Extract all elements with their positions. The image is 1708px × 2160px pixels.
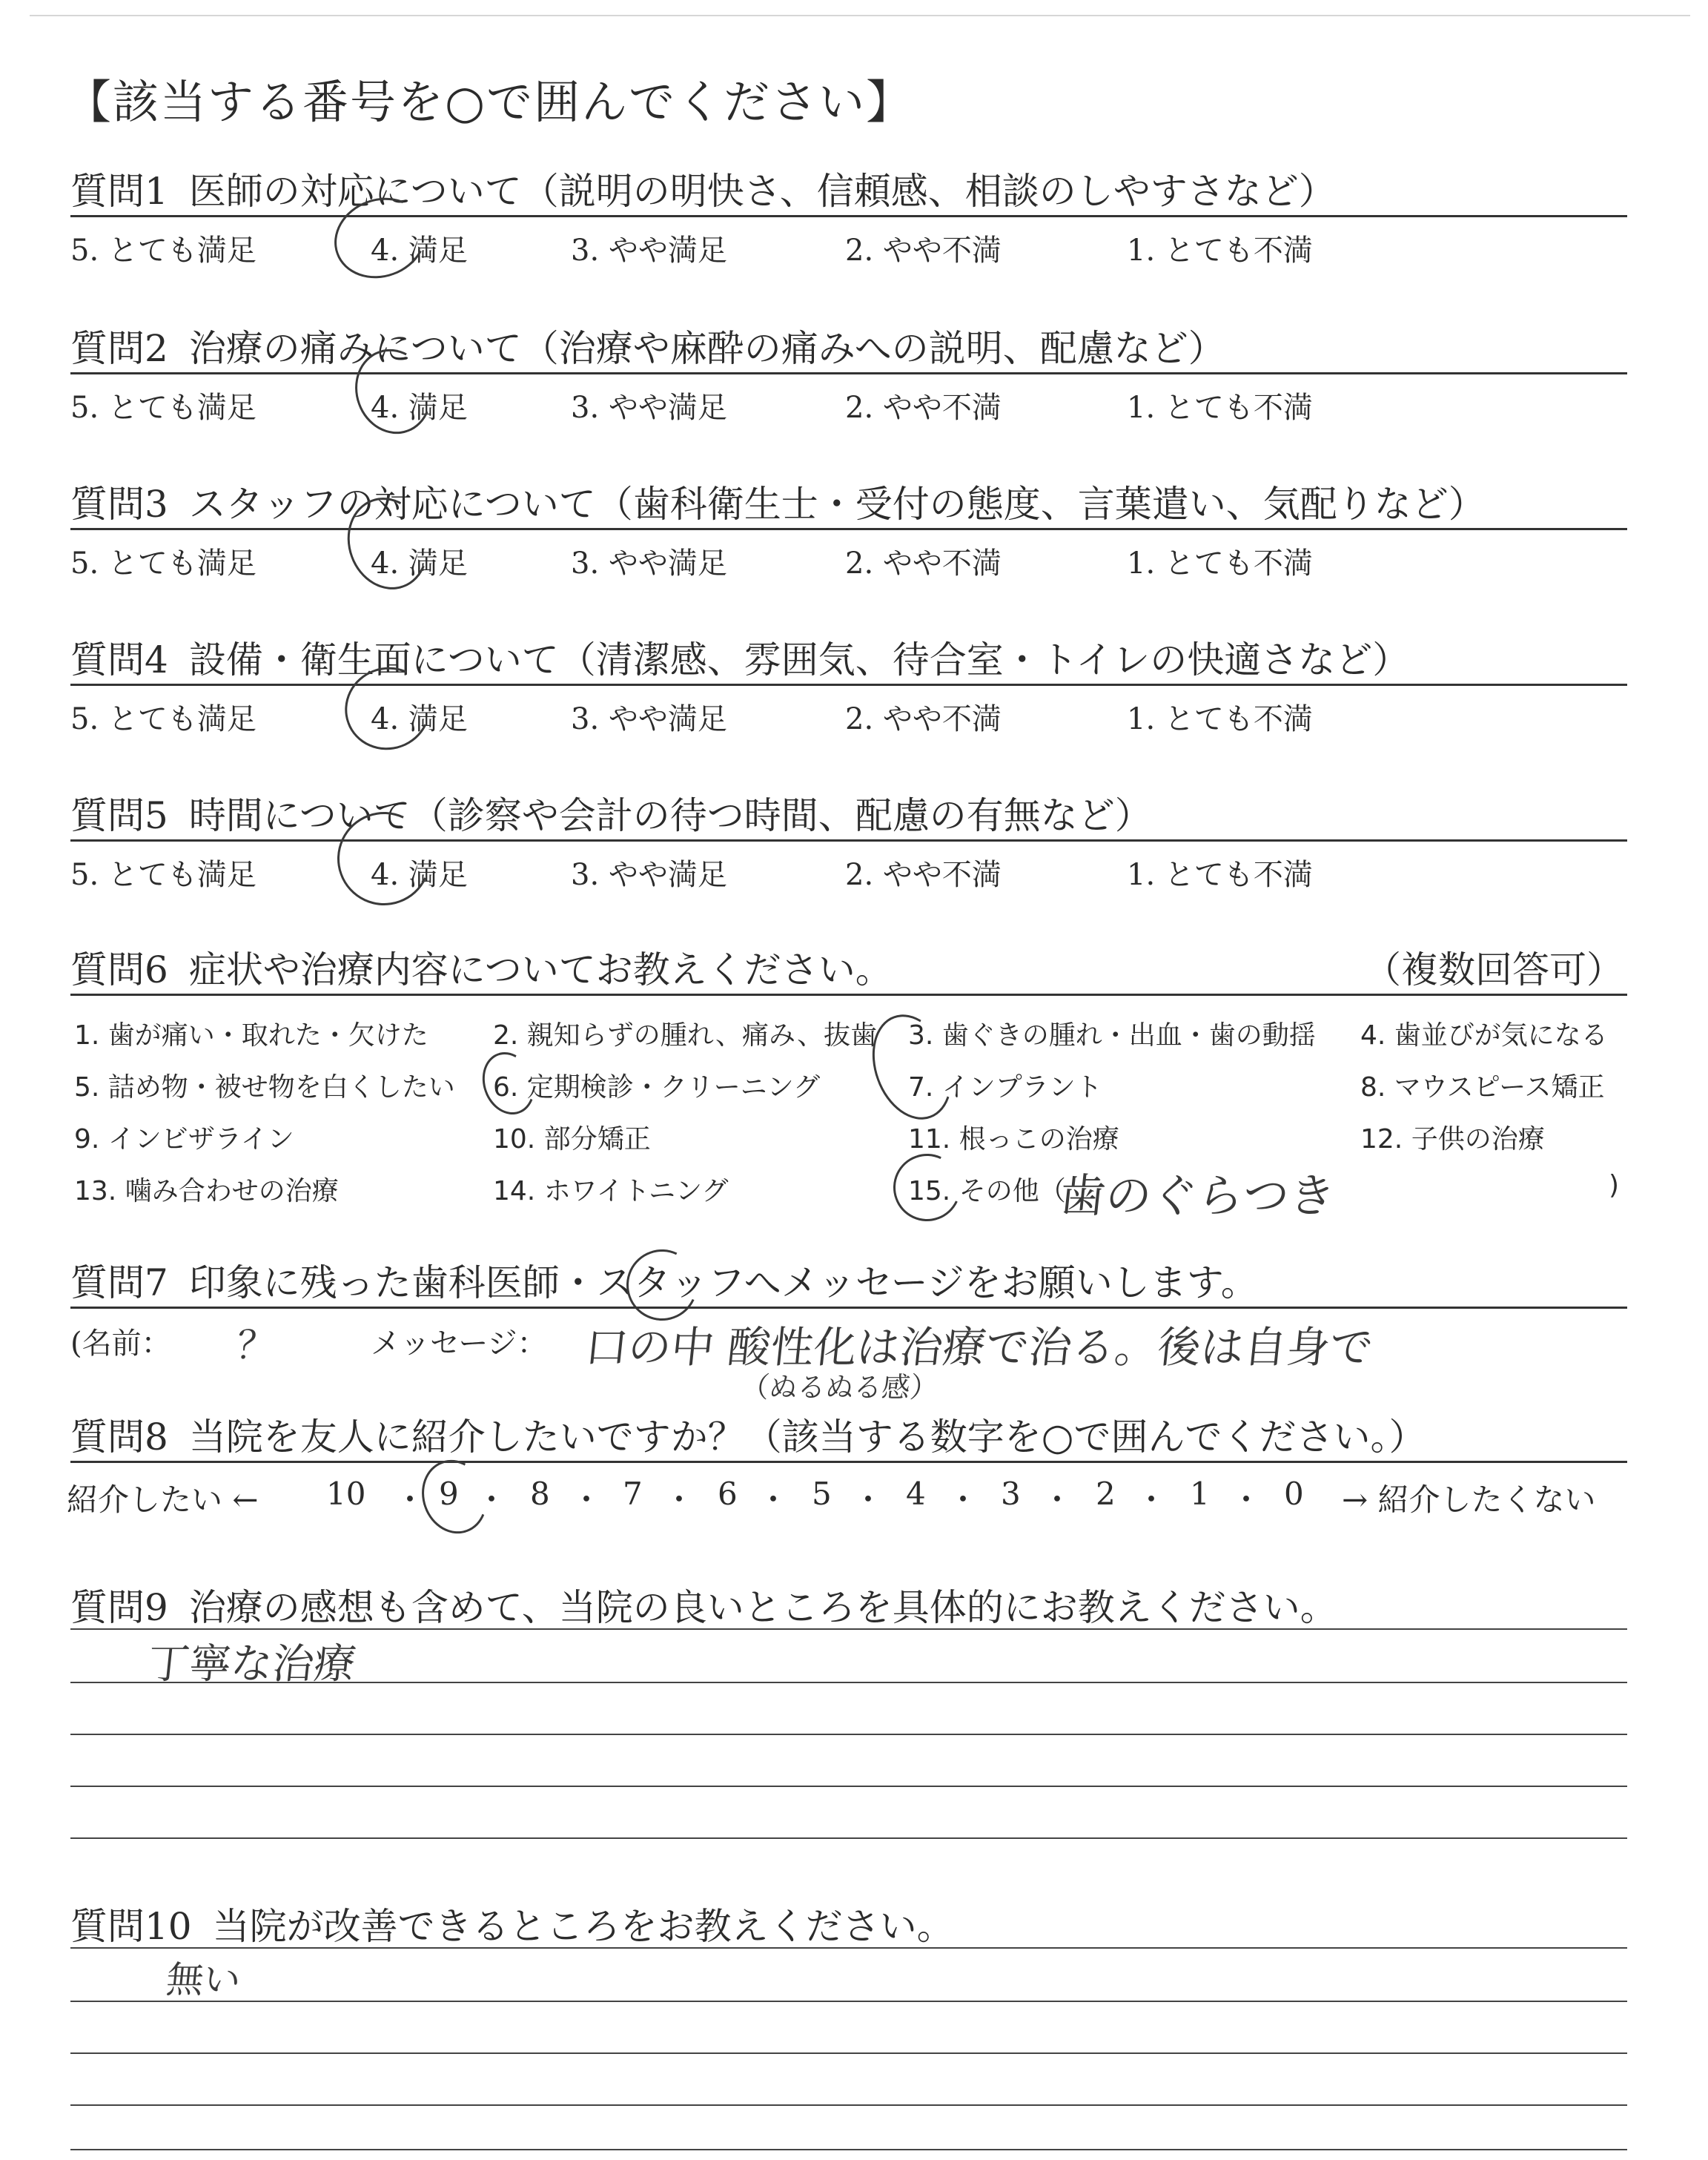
selection-circle-6: [474, 1045, 543, 1122]
scale-3[interactable]: 3: [1001, 1476, 1021, 1512]
symptom-option-9[interactable]: 9. インビザライン: [74, 1124, 294, 1155]
answer-line: [70, 1734, 1627, 1735]
option-5[interactable]: 5. とても満足: [70, 858, 256, 892]
name-value[interactable]: ？: [234, 1324, 278, 1368]
symptom-option-4[interactable]: 4. 歯並びが気になる: [1360, 1020, 1608, 1051]
scale-0[interactable]: 0: [1284, 1476, 1304, 1512]
question-title: 質問8 当院を友人に紹介したいですか？（該当する数字を○で囲んでください。）: [70, 1416, 1426, 1459]
other-close-paren: ): [1609, 1170, 1620, 1200]
question-title: 質問4 設備・衛生面について（清潔感、雰囲気、待合室・トイレの快適さなど）: [70, 638, 1410, 681]
answer-line: [70, 1628, 1627, 1630]
question-title: 質問9 治療の感想も含めて、当院の良いところを具体的にお教えください。: [70, 1586, 1337, 1629]
question-title: 質問10 当院が改善できるところをお教えください。: [70, 1905, 954, 1948]
answer-line: [70, 2149, 1627, 2150]
option-1[interactable]: 1. とても不満: [1127, 391, 1313, 425]
option-4[interactable]: 4. 満足: [371, 546, 468, 581]
option-1[interactable]: 1. とても不満: [1127, 234, 1313, 268]
symptom-option-14[interactable]: 14. ホワイトニング: [493, 1176, 729, 1206]
option-3[interactable]: 3. やや満足: [571, 546, 727, 581]
scale-dot: ・: [476, 1482, 508, 1518]
symptom-option-10[interactable]: 10. 部分矯正: [493, 1124, 651, 1155]
question-title: 質問7 印象に残った歯科医師・スタッフへメッセージをお願いします。: [70, 1261, 1258, 1304]
symptom-option-5[interactable]: 5. 詰め物・被せ物を白くしたい: [74, 1072, 455, 1103]
scale-dot: ・: [947, 1482, 979, 1518]
selection-circle-15: [884, 1144, 970, 1231]
option-5[interactable]: 5. とても満足: [70, 546, 256, 581]
question-title: 質問2 治療の痛みについて（治療や麻酔の痛みへの説明、配慮など）: [70, 327, 1225, 370]
scale-dot: ・: [853, 1482, 884, 1518]
option-2[interactable]: 2. やや不満: [845, 234, 1002, 268]
answer-line: [70, 2104, 1627, 2106]
answer-line: [70, 1682, 1627, 1683]
scale-dot: ・: [1136, 1482, 1168, 1518]
question-rule: [70, 684, 1627, 686]
answer-text[interactable]: 丁寧な治療: [145, 1640, 358, 1688]
answer-line: [70, 2052, 1627, 2054]
symptom-option-8[interactable]: 8. マウスピース矯正: [1360, 1072, 1605, 1103]
symptom-option-12[interactable]: 12. 子供の治療: [1360, 1124, 1545, 1155]
question-rule: [70, 372, 1627, 374]
scale-6[interactable]: 6: [718, 1476, 738, 1512]
question-title: 質問1 医師の対応について（説明の明快さ、信頼感、相談のしやすさなど）: [70, 170, 1336, 213]
answer-line: [70, 1786, 1627, 1787]
scale-left-label: 紹介したい ←: [67, 1482, 259, 1518]
multiple-answer-note: （複数回答可）: [1364, 948, 1623, 991]
option-4[interactable]: 4. 満足: [371, 391, 468, 425]
scale-1[interactable]: 1: [1190, 1476, 1210, 1512]
option-5[interactable]: 5. とても満足: [70, 234, 256, 268]
option-2[interactable]: 2. やや不満: [845, 391, 1002, 425]
scale-5[interactable]: 5: [812, 1476, 832, 1512]
symptom-option-15[interactable]: 15. その他（: [908, 1176, 1066, 1206]
option-2[interactable]: 2. やや不満: [845, 702, 1002, 736]
option-3[interactable]: 3. やや満足: [571, 234, 727, 268]
option-5[interactable]: 5. とても満足: [70, 702, 256, 736]
question-rule: [70, 994, 1627, 996]
option-5[interactable]: 5. とても満足: [70, 391, 256, 425]
question-rule: [70, 1307, 1627, 1309]
option-4[interactable]: 4. 満足: [371, 858, 468, 892]
option-1[interactable]: 1. とても不満: [1127, 702, 1313, 736]
answer-line: [70, 2001, 1627, 2002]
scale-10[interactable]: 10: [326, 1476, 366, 1512]
option-4[interactable]: 4. 満足: [371, 702, 468, 736]
scale-8[interactable]: 8: [530, 1476, 550, 1512]
option-2[interactable]: 2. やや不満: [845, 858, 1002, 892]
scale-9[interactable]: 9: [439, 1476, 459, 1512]
option-3[interactable]: 3. やや満足: [571, 702, 727, 736]
scale-dot: ・: [1231, 1482, 1262, 1518]
answer-line: [70, 1837, 1627, 1839]
name-label: (名前：: [70, 1327, 171, 1361]
question-title: 質問6 症状や治療内容についてお教えください。: [70, 948, 893, 991]
scale-right-label: → 紹介したくない: [1342, 1482, 1596, 1518]
message-value[interactable]: 口の中 酸性化は治療で治る。後は自身で: [582, 1322, 1376, 1373]
recommendation-scale: [0, 1476, 1708, 1520]
option-1[interactable]: 1. とても不満: [1127, 858, 1313, 892]
question-rule: [70, 528, 1627, 530]
scale-dot: ・: [758, 1482, 790, 1518]
message-subtext: （ぬるぬる感）: [739, 1371, 940, 1404]
scale-4[interactable]: 4: [906, 1476, 926, 1512]
question-rule: [70, 1461, 1627, 1463]
symptom-option-3[interactable]: 3. 歯ぐきの腫れ・出血・歯の動揺: [908, 1020, 1316, 1051]
answer-text[interactable]: 無い: [164, 1958, 243, 2001]
scale-2[interactable]: 2: [1096, 1476, 1116, 1512]
form-header: 【該当する番号を○で囲んでください】: [65, 75, 914, 129]
option-1[interactable]: 1. とても不満: [1127, 546, 1313, 581]
option-4[interactable]: 4. 満足: [371, 234, 468, 268]
option-3[interactable]: 3. やや満足: [571, 858, 727, 892]
symptom-option-1[interactable]: 1. 歯が痛い・取れた・欠けた: [74, 1020, 428, 1051]
option-2[interactable]: 2. やや不満: [845, 546, 1002, 581]
symptom-option-6[interactable]: 6. 定期検診・クリーニング: [493, 1072, 821, 1103]
symptom-option-11[interactable]: 11. 根っこの治療: [908, 1124, 1119, 1155]
other-handwritten-text: 歯のぐらつき: [1056, 1169, 1338, 1223]
message-label: メッセージ：: [371, 1327, 547, 1361]
scale-dot: ・: [663, 1482, 695, 1518]
scale-dot: ・: [571, 1482, 603, 1518]
answer-line: [70, 1947, 1627, 1949]
question-title: 質問5 時間について（診察や会計の待つ時間、配慮の有無など）: [70, 794, 1152, 837]
question-title: 質問3 スタッフの対応について（歯科衛生士・受付の態度、言葉遣い、気配りなど）: [70, 483, 1486, 526]
scale-7[interactable]: 7: [623, 1476, 643, 1512]
question-rule: [70, 839, 1627, 842]
scale-dot: ・: [1042, 1482, 1073, 1518]
scale-dot: ・: [394, 1482, 426, 1518]
top-border: [30, 15, 1690, 16]
symptom-option-2[interactable]: 2. 親知らずの腫れ、痛み、抜歯: [493, 1020, 878, 1051]
question-rule: [70, 215, 1627, 217]
selection-circle: [411, 1450, 497, 1542]
symptom-option-13[interactable]: 13. 噛み合わせの治療: [74, 1176, 339, 1206]
symptom-option-7[interactable]: 7. インプラント: [908, 1072, 1102, 1103]
option-3[interactable]: 3. やや満足: [571, 391, 727, 425]
